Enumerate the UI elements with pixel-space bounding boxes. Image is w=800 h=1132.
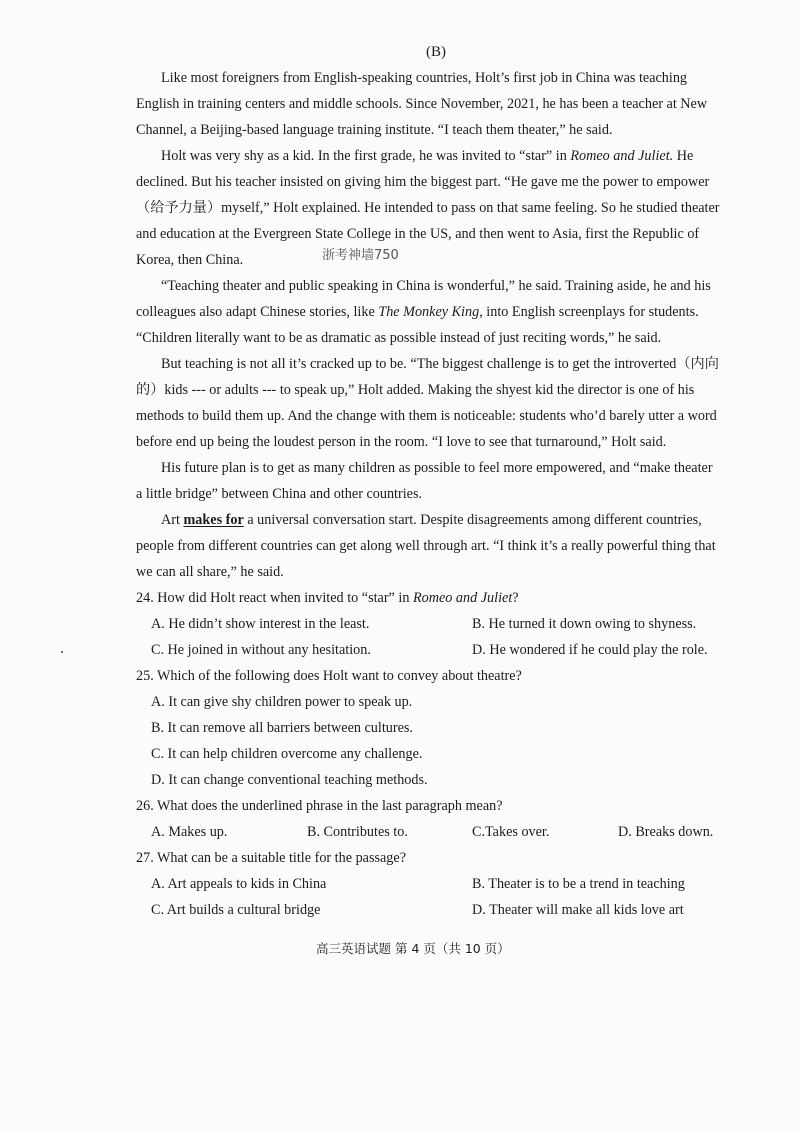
- passage-line: Like most foreigners from English-speaking countries, Holt’s first job in China was teaching: [161, 70, 688, 86]
- passage-line: Channel, a Beijing-based language training institute. “I teach them theater,” he said.: [136, 122, 613, 138]
- passage-line: colleagues also adapt Chinese stories, like The Monkey King, into English screenplays for students.: [136, 304, 699, 320]
- question-stem: 25. Which of the following does Holt want to convey about theatre?: [136, 668, 522, 684]
- passage-line: 的）kids --- or adults --- to speak up,” Holt added. Making the shyest kid the director is one of his: [136, 382, 695, 398]
- passage-line: people from different countries can get along well through art. “I think it’s a really powerful thing that: [136, 538, 716, 554]
- passage-line: （给予力量）myself,” Holt explained. He intended to pass on that same feeling. So he studied theater: [136, 200, 720, 216]
- option-d: D. Breaks down.: [618, 824, 714, 840]
- question-stem: 27. What can be a suitable title for the passage?: [136, 850, 406, 866]
- option-b: B. Contributes to.: [307, 824, 408, 840]
- question-stem: 24. How did Holt react when invited to “star” in Romeo and Juliet?: [136, 590, 519, 606]
- option-c: C.Takes over.: [472, 824, 550, 840]
- passage-line: Korea, then China.: [136, 252, 244, 268]
- option-b: B. He turned it down owing to shyness.: [472, 616, 697, 632]
- underlined-phrase: makes for: [183, 512, 244, 528]
- option-a: A. Art appeals to kids in China: [151, 876, 327, 892]
- watermark-text: 浙考神墙750: [322, 248, 399, 263]
- option-b: B. Theater is to be a trend in teaching: [472, 876, 685, 892]
- passage-line: before end up being the loudest person in the room. “I love to see that turnaround,” Holt said.: [136, 434, 667, 450]
- passage-line: methods to build them up. And the change with them is noticeable: students who’d barely utter a word: [136, 408, 717, 424]
- option-d: D. He wondered if he could play the role.: [472, 642, 708, 658]
- passage-line: “Children literally want to be as dramatic as possible instead of just reciting words,” he said.: [136, 330, 662, 346]
- scan-speck: [61, 651, 63, 653]
- passage-line: English in training centers and middle schools. Since November, 2021, he has been a teacher at New: [136, 96, 708, 112]
- page-footer: 高三英语试题 第 4 页（共 10 页）: [316, 941, 510, 956]
- play-title: Romeo and Juliet.: [570, 148, 674, 164]
- passage-line: “Teaching theater and public speaking in China is wonderful,” he said. Training aside, he and his: [161, 278, 711, 294]
- option-d: D. Theater will make all kids love art: [472, 902, 684, 918]
- passage-line: a little bridge” between China and other countries.: [136, 486, 423, 502]
- section-label: (B): [426, 44, 446, 60]
- passage-line: we can all share,” he said.: [136, 564, 284, 580]
- passage-line: But teaching is not all it’s cracked up to be. “The biggest challenge is to get the introverted（内向: [161, 356, 719, 372]
- passage-line: Art makes for a universal conversation start. Despite disagreements among different countries,: [161, 512, 702, 528]
- passage-line: and education at the Evergreen State College in the US, and then went to Asia, first the Republic of: [136, 226, 700, 242]
- passage-line: His future plan is to get as many children as possible to feel more empowered, and “make theater: [161, 460, 713, 476]
- play-title: Romeo and Juliet: [412, 590, 513, 606]
- passage-line: Holt was very shy as a kid. In the first grade, he was invited to “star” in Romeo and Juliet. He: [161, 148, 694, 164]
- option-a: A. He didn’t show interest in the least.: [151, 616, 370, 632]
- option-c: C. Art builds a cultural bridge: [151, 902, 321, 918]
- passage-line: declined. But his teacher insisted on giving him the biggest part. “He gave me the power to empower: [136, 174, 710, 190]
- question-stem: 26. What does the underlined phrase in the last paragraph mean?: [136, 798, 503, 814]
- option-c: C. It can help children overcome any challenge.: [151, 746, 423, 762]
- option-c: C. He joined in without any hesitation.: [151, 642, 371, 658]
- option-a: A. Makes up.: [151, 824, 228, 840]
- option-d: D. It can change conventional teaching methods.: [151, 772, 428, 788]
- story-title: The Monkey King: [378, 304, 480, 320]
- option-b: B. It can remove all barriers between cultures.: [151, 720, 413, 736]
- option-a: A. It can give shy children power to speak up.: [151, 694, 413, 710]
